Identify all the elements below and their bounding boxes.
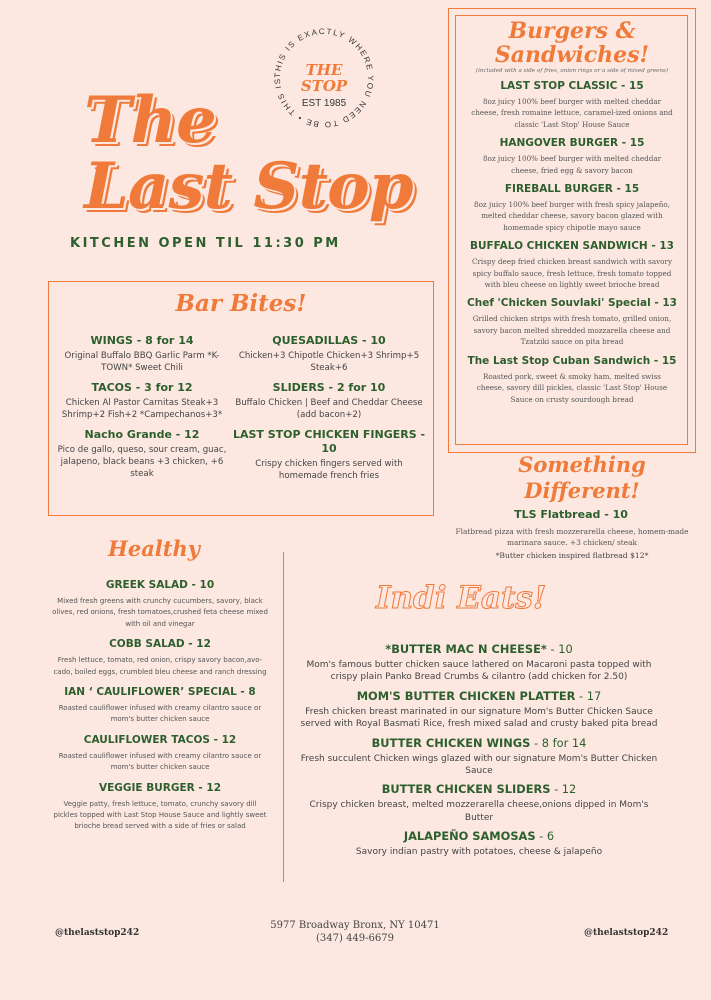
healthy-item-name: GREEK SALAD - 10 — [105, 579, 215, 591]
burger-item-desc: Crispy deep fried chicken breast sandwich with savory spicy buffalo sauce, fresh lettuce, fresh tomato topped with bleu cheese on lightly sweet brioche bread — [471, 257, 673, 290]
burger-item — [463, 79, 681, 130]
indi-item-desc: Fresh chicken breast marinated in our signature Mom's Butter Chicken Sauce served with Royal Basmati Rice, fresh mixed salad and crusty baked pita bread — [300, 706, 658, 730]
bar-bite-name: SLIDERS - 2 for 10 — [272, 381, 386, 395]
indi-item-price: - 10 — [546, 642, 573, 656]
healthy-item-desc: Roasted cauliflower infused with creamy cilantro sauce or mom's butter chicken sauce — [58, 704, 262, 724]
healthy-list — [52, 578, 268, 840]
indi-item-desc: Fresh succulent Chicken wings glazed with our signature Mom's Butter Chicken Sauce — [300, 753, 658, 777]
indi-item-desc: Mom's famous butter chicken sauce lathered on Macaroni pasta topped with crispy plain Panko Bread Crumbs & cilantro (add chicken for 2.50) — [306, 660, 652, 683]
burger-item-desc: 8oz juicy 100% beef burger with melted cheddar cheese, fried egg & savory bacon — [482, 154, 662, 175]
indi-item — [296, 736, 662, 778]
indi-item-name: MOM'S BUTTER CHICKEN PLATTER — [356, 688, 576, 703]
bar-bite-name: Nacho Grande - 12 — [84, 428, 200, 442]
sd-title-line1: Something — [518, 452, 646, 477]
bar-bites-title: Bar Bites! — [175, 290, 307, 317]
burger-item-name: HANGOVER BURGER - 15 — [499, 137, 645, 150]
indi-item-price: - 8 for 14 — [530, 735, 587, 750]
burgers-note: (included with a side of fries, onion rings or a side of mixed greens) — [475, 68, 669, 74]
burger-item-name: FIREBALL BURGER - 15 — [504, 183, 640, 196]
burger-item-desc: 8oz juicy 100% beef burger with melted cheddar cheese, fresh romaine lettuce, caramel-ized onions and classic 'Last Stop' House Sauce — [471, 97, 673, 129]
title-line1: The — [84, 83, 216, 158]
bar-bites-left-column — [53, 334, 231, 487]
flatbread-desc: Flatbread pizza with fresh mozzerarella cheese, homem-made marinara sauce. +3 chicken/ steak — [455, 527, 689, 547]
healthy-item-name: CAULIFLOWER TACOS - 12 — [83, 733, 237, 746]
burgers-title-line2: Sandwiches! — [494, 42, 650, 68]
flatbread-name: TLS Flatbread - 10 — [514, 508, 628, 521]
bar-bite-item — [227, 334, 431, 374]
indi-item-desc: Crispy chicken breast, melted mozzerarella cheese,onions dipped in Mom's Butter — [309, 800, 649, 823]
bar-bite-desc: Crispy chicken fingers served with homemade french fries — [255, 459, 403, 481]
indi-item-name: *BUTTER MAC N CHEESE* — [385, 642, 547, 656]
instagram-handle-right: @thelaststop242 — [584, 928, 669, 938]
bar-bite-name: QUESADILLAS - 10 — [272, 334, 386, 347]
seal-name-line1: THE — [305, 61, 343, 79]
restaurant-title — [84, 83, 444, 224]
healthy-item-name: IAN ‘ CAULIFLOWER’ SPECIAL - 8 — [64, 686, 256, 699]
healthy-item — [52, 781, 268, 833]
burger-item-desc: 8oz juicy 100% beef burger with fresh spicy jalapeño, melted cheddar cheese, savory bacon glazed with homemade spicy chipotle mayo sauce — [474, 200, 670, 232]
healthy-item-name: VEGGIE BURGER - 12 — [98, 781, 222, 794]
healthy-item — [52, 637, 268, 678]
healthy-item-desc: Veggie patty, fresh lettuce, tomato, crunchy savory dill pickles topped with Last Stop House Sauce and lightly sweet brioche bread served with a side of fries or salad — [53, 799, 267, 831]
indi-item-price: - 17 — [575, 688, 602, 703]
bar-bite-name: TACOS - 3 for 12 — [91, 381, 193, 395]
indi-item — [296, 829, 662, 858]
burger-item — [463, 296, 681, 347]
burgers-list — [463, 79, 681, 411]
burger-item-desc: Grilled chicken strips with fresh tomato, grilled onion, savory bacon melted shredded mozzarella cheese and Tzatziki sauce on pita bread — [472, 314, 672, 347]
bar-bite-name: WINGS - 8 for 14 — [90, 334, 194, 347]
burger-item-name: BUFFALO CHICKEN SANDWICH - 13 — [469, 240, 674, 253]
bar-bite-desc: Chicken+3 Chipotle Chicken+3 Shrimp+5 Steak+6 — [238, 351, 420, 373]
bar-bite-item — [227, 381, 431, 421]
indi-item-desc: Savory indian pastry with potatoes, cheese & jalapeño — [355, 847, 603, 858]
burger-item-name: LAST STOP CLASSIC - 15 — [500, 80, 644, 92]
healthy-item — [52, 733, 268, 774]
seal-ring-text: THIS IS EXACTLY WHERE YOU NEED TO BE • THIS IS — [272, 26, 376, 130]
burger-item — [463, 239, 681, 290]
seal-est: EST 1985 — [301, 98, 347, 109]
indi-item-name: JALAPEÑO SAMOSAS — [403, 829, 536, 844]
kitchen-hours: KITCHEN OPEN TIL 11:30 PM — [70, 236, 341, 251]
indi-item-name: BUTTER CHICKEN WINGS — [371, 735, 531, 750]
burger-item — [463, 182, 681, 233]
indi-item-title — [296, 689, 662, 704]
instagram-handle-left: @thelaststop242 — [55, 928, 140, 938]
indi-item-price: - 12 — [550, 782, 577, 797]
healthy-item — [52, 578, 268, 630]
indi-item-price: - 6 — [535, 829, 555, 844]
seal-name-line2: STOP — [300, 77, 348, 95]
bar-bite-item — [53, 334, 231, 374]
bar-bite-name: LAST STOP CHICKEN FINGERS - 10 — [232, 428, 426, 456]
bar-bites-box — [48, 281, 434, 516]
column-divider — [283, 552, 284, 882]
burger-item — [463, 354, 681, 405]
burger-item-desc: Roasted pork, sweet & smoky ham, melted swiss cheese, savory dill pickles, classic 'Last Stop' House Sauce on crusty sourdough bread — [476, 371, 668, 404]
bar-bite-item — [53, 381, 231, 421]
flatbread-note: *Butter chicken inspired flatbread $12* — [495, 551, 649, 560]
burger-item-name: Chef 'Chicken Souvlaki' Special - 13 — [467, 297, 677, 310]
healthy-title: Healthy — [108, 536, 200, 561]
healthy-item — [52, 685, 268, 726]
bar-bites-right-column — [227, 334, 431, 490]
indi-item-title — [296, 782, 662, 797]
healthy-item-name: COBB SALAD - 12 — [109, 638, 211, 651]
healthy-item-desc: Roasted cauliflower infused with creamy cilantro sauce or mom's butter chicken sauce — [58, 751, 262, 772]
indi-item-title — [296, 642, 662, 657]
indi-item-title — [296, 829, 662, 844]
bar-bite-item — [53, 428, 231, 480]
burger-item — [463, 136, 681, 176]
burgers-box-outer — [448, 8, 696, 453]
healthy-item-desc: Mixed fresh greens with crunchy cucumbers, savory, black olives, red onions, fresh tomatoes,crushed feta cheese mixed with oil and vinegar — [52, 597, 268, 628]
indi-item-title — [296, 736, 662, 751]
indi-eats-list — [296, 642, 662, 864]
bar-bite-item — [227, 428, 431, 482]
burger-item-name: The Last Stop Cuban Sandwich - 15 — [467, 354, 677, 367]
healthy-item-desc: Fresh lettuce, tomato, red onion, crispy savory bacon,avo-cado, boiled eggs, crumbled bleu cheese and ranch dressing — [53, 656, 267, 676]
indi-item — [296, 782, 662, 824]
footer-contact — [255, 919, 455, 945]
indi-item — [296, 689, 662, 731]
footer-phone: (347) 449-6679 — [316, 933, 394, 944]
footer-address: 5977 Broadway Bronx, NY 10471 — [270, 920, 440, 931]
bar-bite-desc: Original Buffalo BBQ Garlic Parm *K-TOWN* Sweet Chili — [64, 351, 220, 373]
bar-bite-desc: Pico de gallo, queso, sour cream, guac, jalapeno, black beans +3 chicken, +6 steak — [57, 445, 227, 479]
bar-bite-desc: Chicken Al Pastor Carnitas Steak+3 Shrimp+2 Fish+2 *Campechanos+3* — [61, 398, 223, 420]
indi-item — [296, 642, 662, 684]
title-line2: Last Stop — [84, 149, 413, 224]
burgers-title — [449, 19, 695, 67]
indi-eats-title: Indi Eats! — [376, 580, 547, 616]
burgers-title-line1: Burgers & — [508, 18, 636, 44]
indi-item-name: BUTTER CHICKEN SLIDERS — [381, 782, 551, 797]
bar-bite-desc: Buffalo Chicken | Beef and Cheddar Cheese (add bacon+2) — [235, 398, 423, 420]
something-different-title — [470, 452, 694, 504]
sd-title-line2: Different! — [524, 478, 640, 503]
